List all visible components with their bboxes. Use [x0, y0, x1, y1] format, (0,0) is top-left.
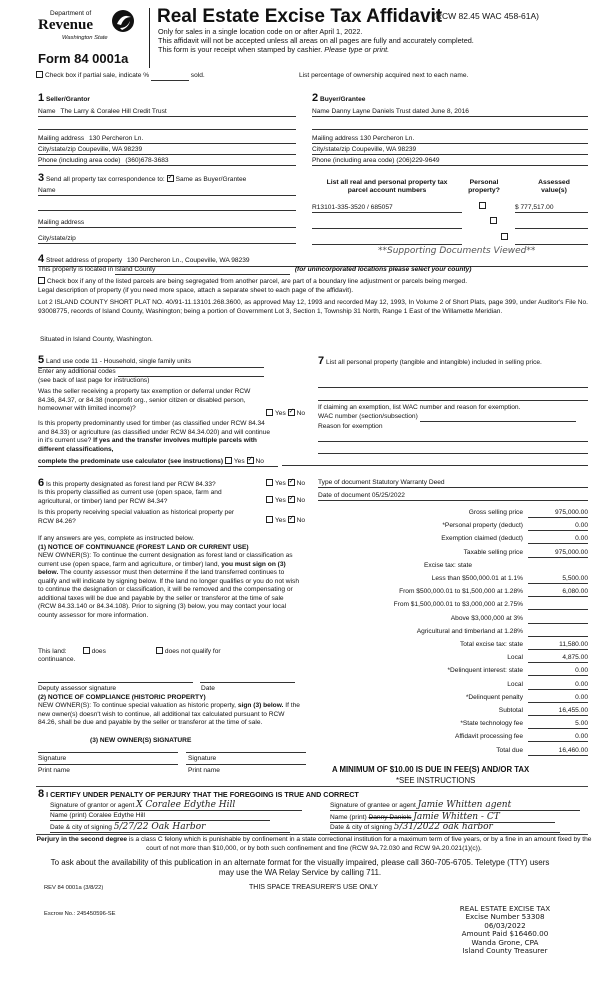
- value: Coupeville, WA 98239: [351, 146, 417, 153]
- value: 05/25/2022: [371, 492, 405, 499]
- yes-label: Yes: [275, 517, 286, 524]
- fee-amount[interactable]: 0.00: [528, 694, 588, 703]
- signature-image: X Coralee Edythe Hill: [136, 800, 236, 810]
- yes-checkbox[interactable]: [266, 409, 273, 416]
- seller-phone-field[interactable]: [38, 157, 296, 166]
- does-checkbox[interactable]: [83, 647, 90, 654]
- yes-checkbox[interactable]: [266, 479, 273, 486]
- sec3-name-line2[interactable]: [38, 202, 296, 211]
- receipt-line: REAL ESTATE EXCISE TAX: [459, 904, 551, 913]
- fee-label: Less than $500,000.01 at 1.1%: [431, 575, 523, 582]
- q2a: Is this property predominantly used for timber (as classified under RCW 84.34 and 84.33) or agriculture (as classified under RCW 84.34.020) and will continue in it's current use?: [38, 420, 271, 445]
- struck-name: Danny Daniels: [368, 814, 412, 821]
- if-yes-note: If any answers are yes, complete as instructed below.: [38, 535, 195, 542]
- signature-label: Signature: [38, 755, 67, 762]
- personal-property-line[interactable]: [318, 380, 588, 388]
- fee-amount[interactable]: 11,580.00: [528, 641, 588, 650]
- sec3-mail-field[interactable]: [38, 219, 296, 228]
- assessed-value[interactable]: [515, 236, 588, 245]
- label: Signature of grantee or agent: [330, 802, 416, 809]
- label: Name: [312, 108, 330, 115]
- buyer-title: Buyer/Grantee: [319, 96, 366, 103]
- fee-label: Total due: [496, 746, 523, 754]
- land-use-field[interactable]: [38, 354, 264, 368]
- form-number: Form 84 0001a: [38, 51, 129, 66]
- reason-line[interactable]: [318, 446, 588, 454]
- no-label: No: [296, 497, 306, 504]
- reason-line[interactable]: [318, 434, 588, 442]
- forest-yes-no: [266, 479, 305, 488]
- fee-label: From $1,500,000.01 to $3,000,000 at 2.75%: [393, 601, 523, 609]
- new-owner-signature-title: (3) NEW OWNER(S) SIGNATURE: [90, 737, 192, 744]
- fee-amount[interactable]: 6,080.00: [528, 588, 588, 597]
- perjury-text: is a class C felony which is punishable by confinement in a state correctional institution for a maximum term of five years, or by a fine in an amount fixed by the court of not more than $10,000, or by both such confinement and fine (RCW 9A.72.030 and RCW 9A.20.021(1)(c)).: [128, 836, 592, 852]
- fee-label: Above $3,000,000 at 3%: [450, 614, 523, 622]
- fee-amount[interactable]: 975,000.00: [528, 509, 588, 518]
- yes-label: Yes: [275, 480, 286, 487]
- does-not-checkbox[interactable]: [156, 647, 163, 654]
- fee-amount[interactable]: 0.00: [528, 681, 588, 690]
- county-select[interactable]: Island County: [115, 266, 290, 275]
- see-instructions: *SEE INSTRUCTIONS: [396, 776, 476, 785]
- personal-checkbox[interactable]: [490, 217, 497, 224]
- perjury-bold: Perjury in the second degree: [36, 836, 128, 843]
- grantee-date[interactable]: [330, 822, 560, 833]
- county-row: [38, 266, 471, 275]
- label: Enter any additional codes: [38, 368, 116, 375]
- street-address-field[interactable]: [38, 253, 588, 267]
- deputy-label: Deputy assessor signature: [38, 685, 117, 692]
- n1b: The county assessor must then determine if the land transferred continues to qualify and will indicate by signing below. If the land no longer qualifies or you do not wish to continue the designation or classification, it will be removed and the compensating or additional taxes will be due and payable by the seller or transferor at the time of sale (RCW 84.33.140 or 84.34.108). Prior to signing (3) below, you may contact your local county assessor for more information.: [38, 569, 299, 619]
- assessed-header: [520, 179, 588, 195]
- this-land-row: [38, 647, 221, 656]
- fee-amount[interactable]: 5.00: [528, 720, 588, 729]
- fee-amount[interactable]: 0.00: [528, 522, 588, 531]
- sec7-heading: [318, 354, 588, 369]
- treasurer-receipt-stamp: [440, 905, 570, 956]
- grantor-date[interactable]: [50, 822, 290, 833]
- legal-description: Lot 2 ISLAND COUNTY SHORT PLAT NO. 40/91-11.13101.268.3600, as approved May 12, 1993 and recorded May 12, 1993, In Volume 2 of Short Plats, page 399, under Auditor's File No. 93008775, records of Island County, Washington; being a portion of Government Lot 3, Section 1, Township 31 North, Range 1 East of the Willamette Meridian.: [38, 299, 588, 315]
- deputy-signature-line[interactable]: [38, 675, 193, 683]
- fee-amount[interactable]: [528, 628, 588, 637]
- seller-name-line2[interactable]: [38, 122, 296, 130]
- logo-revenue: Revenue: [38, 17, 93, 33]
- fee-amount[interactable]: 0.00: [528, 535, 588, 544]
- continuance-label: continuance.: [38, 656, 76, 663]
- fee-amount[interactable]: 16,460.00: [528, 747, 588, 756]
- label: Phone (including area code): [312, 157, 395, 164]
- label: Signature of grantor or agent: [50, 802, 135, 809]
- see-back: (see back of last page for instructions): [38, 377, 150, 384]
- partial-label: Check box if partial sale, indicate %: [45, 72, 150, 79]
- fee-label: Total excise tax: state: [459, 641, 523, 648]
- timber-calc-row: [38, 457, 278, 467]
- owner-print-line[interactable]: [38, 760, 178, 765]
- page-title: Real Estate Excise Tax Affidavit: [157, 6, 443, 27]
- n1a: NEW OWNER(S): To continue the current designation as forest land or classification as current use (open space, farm and agriculture, or timber) land,: [38, 552, 293, 568]
- sold-label: sold.: [190, 72, 205, 79]
- label: Name (print): [330, 814, 367, 821]
- date-label: Date: [201, 685, 215, 692]
- grantor-name[interactable]: [50, 812, 270, 821]
- value: Statutory Warranty Deed: [372, 479, 445, 486]
- header-line: This affidavit will not be accepted unless all areas on all pages are fully and accurately completed.: [158, 36, 474, 45]
- value: Danny Layne Daniels Trust dated June 8, 2016: [331, 108, 469, 115]
- label: Mailing address: [312, 135, 359, 142]
- signature-label: Signature: [188, 755, 217, 762]
- buyer-phone-field[interactable]: [312, 157, 588, 166]
- label: Type of document: [318, 479, 371, 486]
- revision: REV 84 0001a (3/8/22): [44, 885, 104, 891]
- partial-percent-field[interactable]: [151, 72, 189, 81]
- yes-checkbox[interactable]: [266, 496, 273, 503]
- notice-continuance-title: (1) NOTICE OF CONTINUANCE (FOREST LAND OR CURRENT USE): [38, 544, 249, 551]
- dor-logo: [36, 8, 146, 48]
- fee-label: *Personal property (deduct): [442, 522, 523, 530]
- receipt-note: This form is your receipt when stamped by cashier.: [158, 45, 323, 54]
- doc-type-field[interactable]: [318, 479, 588, 488]
- fee-label: Local: [507, 654, 523, 662]
- escrow-number: Escrow No.: 245450596-SE: [44, 911, 116, 917]
- fee-amount[interactable]: [528, 601, 588, 610]
- yes-label: Yes: [233, 458, 245, 465]
- value: 5/31/2022 oak harbor: [393, 822, 493, 832]
- sec3-heading: [38, 172, 246, 185]
- parcel-h1b: parcel account numbers: [347, 186, 427, 194]
- sec7-label: List all personal property (tangible and intangible) included in selling price.: [325, 359, 542, 366]
- value: 130 Percheron Ln., Coupeville, WA 98239: [127, 257, 250, 264]
- header-divider: [36, 786, 588, 787]
- section-number: 8: [38, 788, 45, 800]
- partial-sale-row: [36, 71, 205, 81]
- same-as-buyer-checkbox[interactable]: [167, 175, 174, 182]
- personal-header: [464, 179, 504, 195]
- notice-continuance-text: [38, 552, 300, 621]
- yes-label: Yes: [275, 410, 286, 417]
- label: Land use code: [45, 358, 90, 365]
- section-number: 7: [318, 355, 325, 367]
- q2c: complete the predominate use calculator (see instructions): [38, 458, 224, 465]
- seller-mail-field[interactable]: [38, 135, 296, 144]
- buyer-city-field[interactable]: [312, 146, 588, 155]
- fee-label: Gross selling price: [468, 509, 523, 516]
- label: Date & city of signing: [330, 824, 392, 831]
- value: (360)678-3683: [125, 157, 169, 164]
- section-number: 5: [38, 354, 45, 366]
- yes-checkbox[interactable]: [266, 516, 273, 523]
- personal-checkbox[interactable]: [479, 202, 486, 209]
- supporting-docs-stamp: **Supporting Documents Viewed**: [378, 246, 536, 256]
- perjury-note: [36, 836, 592, 854]
- does-not-label: does not qualify for: [164, 648, 221, 655]
- ownership-note: List percentage of ownership acquired next to each name.: [299, 72, 469, 79]
- fee-amount[interactable]: 0.00: [528, 667, 588, 676]
- fee-amount[interactable]: [528, 615, 588, 624]
- label: Name: [38, 108, 56, 115]
- no-checkbox[interactable]: [288, 516, 295, 523]
- label: Date of document: [318, 492, 371, 499]
- current-use-yes-no: [266, 496, 305, 505]
- deputy-date-line[interactable]: [200, 675, 295, 683]
- value: Coupeville, WA 98239: [77, 146, 143, 153]
- personal-property-line[interactable]: [318, 393, 588, 401]
- situated: Situated in Island County, Washington.: [40, 336, 153, 343]
- legal-label: Legal description of property (if you need more space, attach a separate sheet to each page of the affidavit).: [38, 287, 354, 294]
- signature-image: Jamie Whitten agent: [417, 800, 512, 810]
- same-as-buyer-label: Same as Buyer/Grantee: [175, 176, 247, 183]
- fee-label: Exemption claimed (deduct): [441, 535, 523, 543]
- section-number: 2: [312, 92, 319, 104]
- owner-print-line[interactable]: [186, 760, 306, 765]
- receipt-line: Amount Paid $16460.00: [461, 929, 549, 939]
- notice-compliance-text: [38, 702, 300, 728]
- exempt-note: If claiming an exemption, list WAC number and reason for exemption.: [318, 404, 521, 411]
- value: Coralee Edythe Hill: [88, 812, 145, 819]
- no-checkbox[interactable]: [247, 457, 254, 464]
- no-label: No: [296, 410, 306, 417]
- assessed-hb: value(s): [541, 186, 567, 194]
- buyer-mail-field[interactable]: [312, 135, 588, 144]
- header-line: Only for sales in a single location code on or after April 1, 2022.: [158, 27, 363, 36]
- label: This property is located in: [38, 266, 114, 273]
- sec3-name-field[interactable]: [38, 187, 296, 196]
- n2bold: sign (3) below.: [237, 702, 284, 709]
- does-label: does: [91, 648, 106, 655]
- value: Jamie Whitten - CT: [413, 812, 500, 822]
- label: Date & city of signing: [50, 824, 112, 831]
- fee-label: From $500,000.01 to $1,500,000 at 1.28%: [399, 588, 523, 596]
- parcel-header: [312, 179, 462, 195]
- logo-dept: Department of: [50, 10, 92, 17]
- parcel-h1: List all real and personal property tax: [326, 179, 448, 186]
- segregate-row: [38, 277, 467, 286]
- personal-checkbox[interactable]: [501, 233, 508, 240]
- label: City/state/zip: [38, 146, 76, 153]
- header-divider: [149, 8, 150, 68]
- buyer-name-line2[interactable]: [312, 122, 588, 130]
- no-label: No: [296, 480, 306, 487]
- no-label: No: [296, 517, 306, 524]
- seller-title: Seller/Grantor: [45, 96, 90, 103]
- label: Name: [38, 187, 56, 194]
- no-checkbox[interactable]: [288, 409, 295, 416]
- forest-question: [38, 477, 216, 490]
- n2a: NEW OWNER(S): To continue special valuation as historic property,: [38, 702, 237, 709]
- value: 11 - Household, single family units: [91, 358, 192, 365]
- additional-codes-row: [38, 368, 264, 377]
- fee-amount[interactable]: 16,455.00: [528, 707, 588, 716]
- buyer-name-field[interactable]: [312, 108, 588, 117]
- print-name-label: Print name: [188, 767, 220, 774]
- section-number: 6: [38, 477, 45, 489]
- label: Mailing address: [38, 135, 85, 142]
- notice-compliance-title: (2) NOTICE OF COMPLIANCE (HISTORIC PROPERTY): [38, 694, 206, 701]
- alternate-format-note: To ask about the availability of this publication in an alternate format for the visually impaired, please call 360-705-6705. Teletype (TTY) users may use the WA Relay Service by calling 711.: [50, 858, 550, 878]
- label: WAC number (section/subsection): [318, 413, 418, 420]
- fee-amount[interactable]: 5,500.00: [528, 575, 588, 584]
- county-note: (for unincorporated locations please select your county): [294, 266, 472, 273]
- wac-row: [318, 413, 576, 422]
- segregate-label: Check box if any of the listed parcels are being segregated from another parcel, are part of a boundary line adjustment or parcels being merged.: [47, 278, 468, 285]
- receipt-line: Excise Number 53308: [465, 912, 545, 922]
- value: (206)229-9649: [396, 157, 440, 164]
- q2b: If yes and the transfer involves multiple parcels with different classifications,: [38, 437, 257, 453]
- header-divider: [36, 834, 588, 835]
- parcel-account[interactable]: [312, 220, 462, 229]
- n1bold: you must sign on (3) below.: [38, 560, 286, 577]
- label: Mailing address: [38, 219, 85, 226]
- section-number: 3: [38, 172, 45, 184]
- personal-hb: property?: [468, 186, 500, 194]
- reason-line[interactable]: [282, 458, 588, 466]
- no-label: No: [255, 458, 264, 465]
- parcel-account[interactable]: R13101-335-3520 / 685057: [312, 204, 462, 213]
- seller-heading: [38, 92, 90, 105]
- label: Name (print): [50, 812, 87, 819]
- fee-amount[interactable]: 0.00: [528, 733, 588, 742]
- q1: Is this property designated as forest land per RCW 84.33?: [45, 481, 216, 488]
- owner-sig-line[interactable]: [38, 748, 178, 753]
- value: 130 Percheron Ln.: [89, 135, 144, 142]
- section-number: 4: [38, 253, 45, 265]
- yes-checkbox[interactable]: [225, 457, 232, 464]
- logo-state: Washington State: [62, 35, 108, 41]
- treasurer-use: THIS SPACE TREASURER'S USE ONLY: [249, 884, 378, 891]
- print-name-label: Print name: [38, 767, 70, 774]
- grantee-signature[interactable]: [330, 800, 580, 811]
- partial-sale-checkbox[interactable]: [36, 71, 43, 78]
- value: 130 Percheron Ln.: [360, 135, 415, 142]
- label: City/state/zip: [312, 146, 350, 153]
- label: City/state/zip: [38, 235, 76, 242]
- assessed-h: Assessed: [538, 179, 570, 186]
- wac-field[interactable]: [420, 413, 576, 422]
- assessed-value[interactable]: [515, 220, 588, 229]
- fee-label: *Delinquent penalty: [465, 693, 523, 701]
- certify-heading: [38, 788, 359, 801]
- sec3-label: Send all property tax correspondence to:: [45, 176, 165, 183]
- current-use-question: Is this property classified as current use (open space, farm and agricultural, or timber) land per RCW 84.34?: [38, 489, 222, 505]
- certify-title: I CERTIFY UNDER PENALTY OF PERJURY THAT THE FOREGOING IS TRUE AND CORRECT: [46, 790, 359, 799]
- fee-amount[interactable]: 975,000.00: [528, 549, 588, 558]
- rcw-reference: (RCW 82.45 WAC 458-61A): [433, 11, 539, 21]
- fee-label: Subtotal: [498, 707, 523, 714]
- fee-amount[interactable]: 4,875.00: [528, 654, 588, 663]
- yes-label: Yes: [275, 497, 286, 504]
- assessed-value[interactable]: $ 777,517.00: [515, 204, 588, 213]
- fee-label: *Delinquent interest: state: [447, 667, 523, 675]
- owner-sig-line[interactable]: [186, 748, 306, 753]
- minimum-due-note: A MINIMUM OF $10.00 IS DUE IN FEE(S) AND/OR TAX: [332, 765, 530, 774]
- header-line: [158, 46, 389, 54]
- reason-label: Reason for exemption: [318, 423, 383, 430]
- revenue-swirl-icon: [110, 8, 136, 34]
- seller-name-field[interactable]: [38, 108, 296, 117]
- fee-label: Excise tax: state: [424, 561, 473, 569]
- no-checkbox[interactable]: [288, 496, 295, 503]
- historic-question: Is this property receiving special valuation as historical property per RCW 84.26?: [38, 509, 235, 525]
- sec3-city-field[interactable]: [38, 235, 296, 244]
- label: This land:: [38, 648, 67, 655]
- exemption-yes-no: [266, 409, 305, 418]
- fee-label: *State technology fee: [460, 720, 523, 728]
- fee-label: Local: [507, 680, 523, 688]
- seller-city-field[interactable]: [38, 146, 296, 155]
- parcel-account[interactable]: [312, 236, 462, 245]
- personal-h: Personal: [469, 179, 499, 186]
- receipt-line: Island County Treasurer: [462, 946, 548, 956]
- fee-label: Taxable selling price: [463, 548, 523, 556]
- value: 5/27/22 Oak Harbor: [113, 822, 206, 832]
- value: The Larry & Coralee Hill Credit Trust: [60, 108, 167, 115]
- additional-codes-field[interactable]: [118, 368, 264, 377]
- exemption-question: Was the seller receiving a property tax exemption or deferral under RCW 84.36, 84.37, or 84.38 (nonprofit org., senior citizen or disabled person, homeowner with limited income)?: [38, 388, 251, 413]
- receipt-line: 06/03/2022: [484, 920, 526, 930]
- label: Phone (including area code): [38, 157, 121, 164]
- doc-date-field[interactable]: [318, 492, 588, 501]
- historic-yes-no: [266, 516, 305, 525]
- type-or-print: Please type or print.: [324, 45, 390, 54]
- no-checkbox[interactable]: [288, 479, 295, 486]
- grantor-signature[interactable]: [50, 800, 302, 811]
- segregate-checkbox[interactable]: [38, 277, 45, 284]
- label: Street address of property: [45, 257, 123, 264]
- receipt-line: Wanda Grone, CPA: [471, 937, 539, 947]
- n2b: If the new owner(s) doesn't wish to continue, all additional tax calculated pursuant to RCW 84.26, shall be due and payable by the seller or transferor at the time of sale.: [38, 702, 300, 727]
- buyer-heading: [312, 92, 365, 105]
- timber-question: [38, 420, 273, 454]
- fee-label: Affidavit processing fee: [454, 733, 523, 741]
- fee-label: Agricultural and timberland at 1.28%: [416, 627, 523, 635]
- section-number: 1: [38, 92, 45, 104]
